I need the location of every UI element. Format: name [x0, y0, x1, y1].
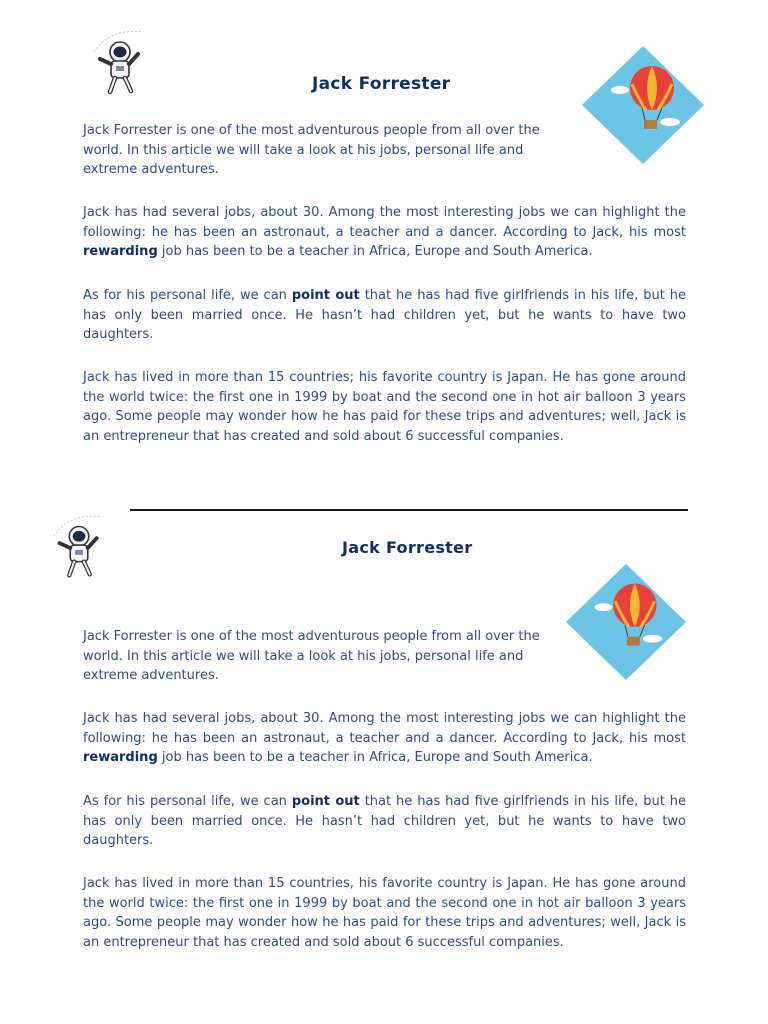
- jobs-text-end: job has been to be a teacher in Africa, Europe and South America.: [157, 244, 593, 260]
- article-title: Jack Forrester: [312, 74, 451, 94]
- jobs-text-end: job has been to be a teacher in Africa, Europe and South America.: [157, 750, 593, 766]
- adventures-paragraph: Jack has lived in more than 15 countries, his favorite country is Japan. He has gone around the world twice: the first one in 1999 by boat and the second one in hot air balloon 3 years ago. Some people may wonder how he has paid for these trips and adventures; well, Jack is an entrepreneur that has created and sold about 6 successful companies.: [83, 876, 686, 950]
- keyword-point-out: point out: [291, 794, 360, 809]
- article-section-1: [0, 0, 768, 500]
- intro-paragraph: Jack Forrester is one of the most adventurous people from all over the world. In this article we will take a look at his jobs, personal life and extreme adventures.: [83, 123, 540, 178]
- jobs-text-start: Jack has had several jobs, about 30. Among the most interesting jobs we can highlight the following: he has been an astronaut, a teacher and a dancer. According to Jack, his most: [83, 205, 686, 240]
- personal-life-paragraph: [83, 792, 686, 851]
- personal-text-start: As for his personal life, we can: [83, 794, 292, 809]
- article-section-2: [0, 500, 768, 1024]
- personal-life-paragraph: [83, 286, 686, 345]
- jobs-text-start: Jack has had several jobs, about 30. Among the most interesting jobs we can highlight the following: he has been an astronaut, a teacher and a dancer. According to Jack, his most: [83, 711, 686, 746]
- article-title: Jack Forrester: [342, 538, 473, 557]
- personal-text-end: that he has had five girlfriends in his life, but he has only been married once. He hasn’t had children yet, but he wants to have two daughters.: [83, 288, 686, 343]
- keyword-point-out: point out: [291, 288, 360, 303]
- hot-air-balloon-icon: [580, 44, 706, 166]
- intro-paragraph: Jack Forrester is one of the most adventurous people from all over the world. In this article we will take a look at his jobs, personal life and extreme adventures.: [83, 629, 540, 684]
- keyword-rewarding: rewarding: [83, 244, 158, 260]
- jobs-paragraph: [83, 709, 686, 768]
- personal-text-end: that he has had five girlfriends in his life, but he has only been married once. He hasn’t had children yet, but he wants to have two daughters.: [83, 794, 686, 849]
- personal-text-start: As for his personal life, we can: [83, 288, 292, 303]
- astronaut-icon: [40, 508, 120, 586]
- hot-air-balloon-icon: [562, 562, 690, 682]
- astronaut-icon: [80, 26, 162, 100]
- section-divider: [130, 509, 688, 511]
- jobs-paragraph: [83, 203, 686, 262]
- keyword-rewarding: rewarding: [83, 750, 158, 766]
- adventures-paragraph: Jack has lived in more than 15 countries; his favorite country is Japan. He has gone around the world twice: the first one in 1999 by boat and the second one in hot air balloon 3 years ago. Some people may wonder how he has paid for these trips and adventures; well, Jack is an entrepreneur that has created and sold about 6 successful companies.: [83, 370, 686, 444]
